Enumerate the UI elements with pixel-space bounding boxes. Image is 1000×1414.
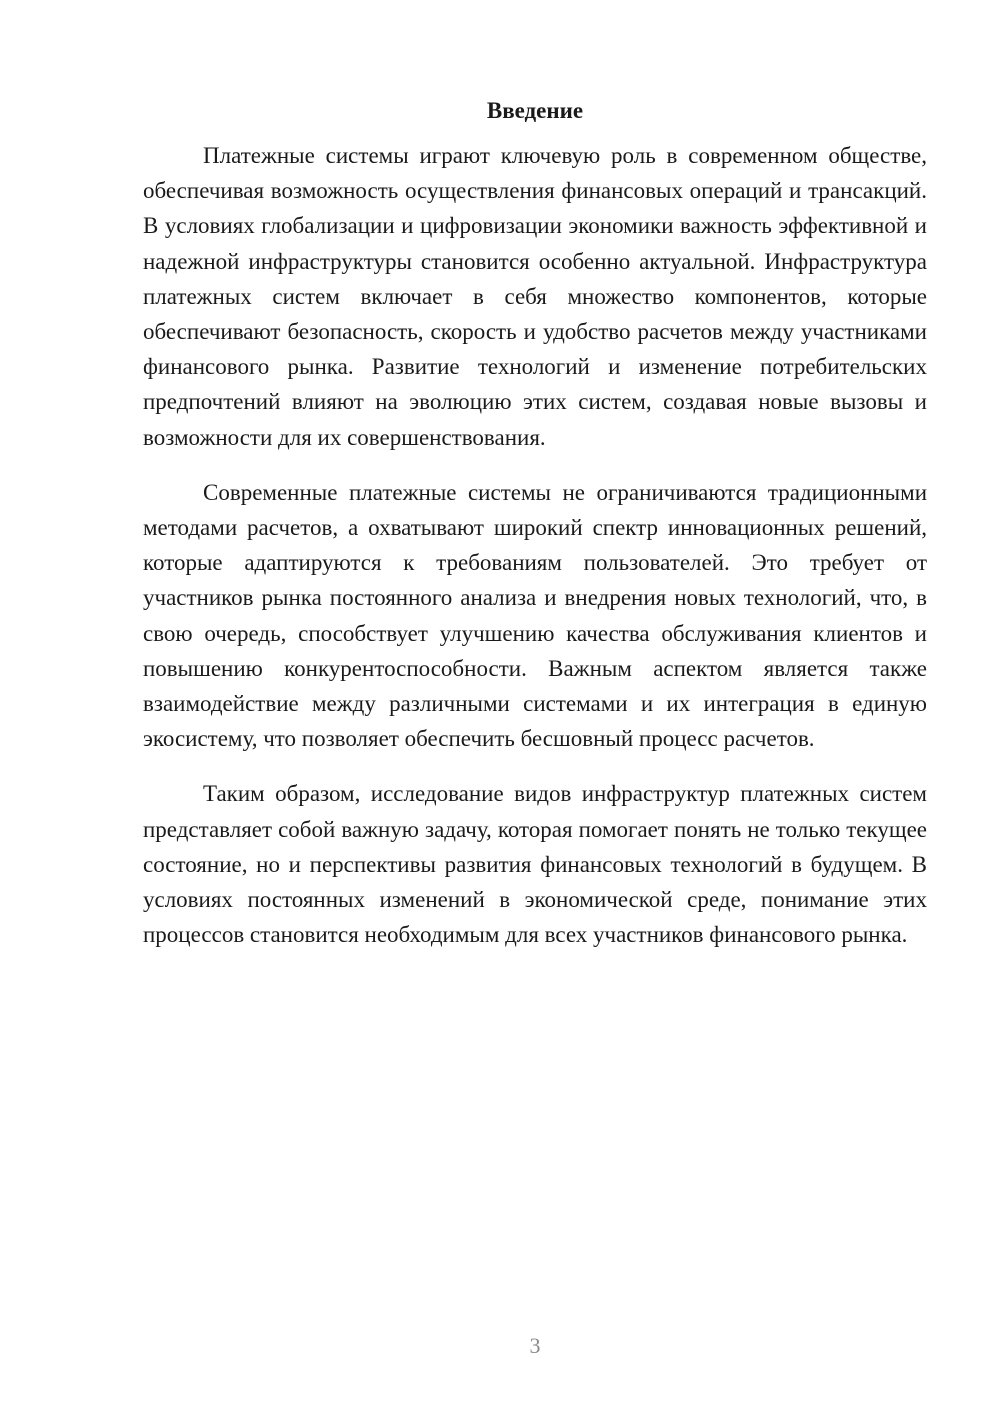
paragraph-3: Таким образом, исследование видов инфраструктур платежных систем представляет собой важную задачу, которая помогает понять не только текущее состояние, но и перспективы развития финансовых технологий в будущем. В условиях постоянных изменений в экономической среде, понимание этих процессов становится необходимым для всех участников финансового рынка.	[143, 781, 927, 948]
page-content	[143, 96, 927, 972]
section-heading: Введение	[486, 98, 584, 123]
paragraph-2: Современные платежные системы не ограничиваются традиционными методами расчетов, а охватывают широкий спектр инновационных решений, которые адаптируются к требованиям пользователей. Это требует от участников рынка постоянного анализа и внедрения новых технологий, что, в свою очередь, способствует улучшению качества обслуживания клиентов и повышению конкурентоспособности. Важным аспектом является также взаимодействие между различными системами и их интеграция в единую экосистему, что позволяет обеспечить бесшовный процесс расчетов.	[143, 479, 927, 752]
page-number: 3	[529, 1333, 541, 1358]
paragraph-1: Платежные системы играют ключевую роль в современном обществе, обеспечивая возможность осуществления финансовых операций и трансакций. В условиях глобализации и цифровизации экономики важность эффективной и надежной инфраструктуры становится особенно актуальной. Инфраструктура платежных систем включает в себя множество компонентов, которые обеспечивают безопасность, скорость и удобство расчетов между участниками финансового рынка. Развитие технологий и изменение потребительских предпочтений влияют на эволюцию этих систем, создавая новые вызовы и возможности для их совершенствования.	[143, 143, 927, 450]
